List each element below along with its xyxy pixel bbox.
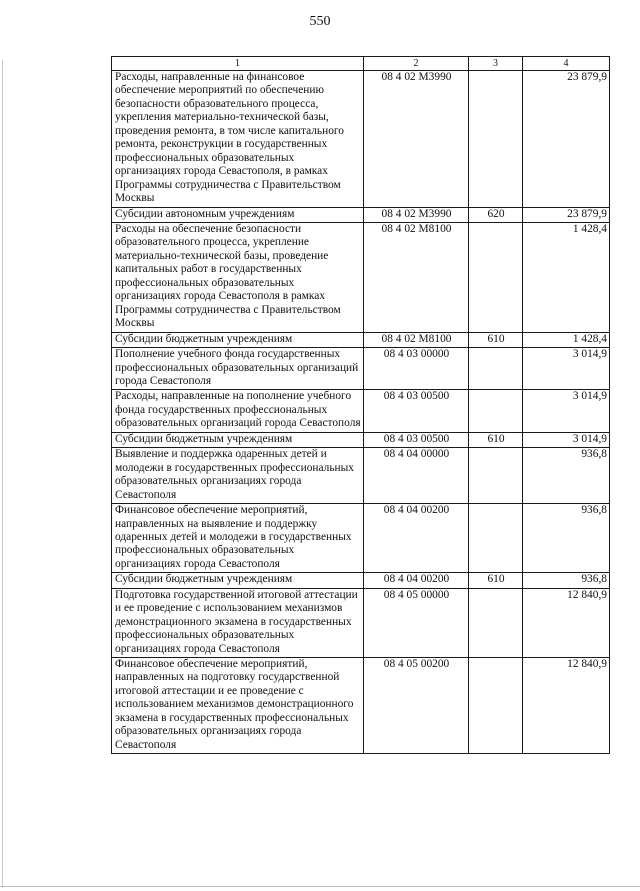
row-expense-type: [469, 71, 523, 208]
row-amount: 12 840,9: [523, 658, 610, 754]
row-name: Субсидии бюджетным учреждениям: [112, 432, 364, 447]
row-expense-type: [469, 448, 523, 504]
row-code: 08 4 02 М3990: [364, 71, 469, 208]
table-row: [112, 504, 610, 573]
table-row: [112, 222, 610, 332]
table-row: [112, 432, 610, 447]
row-name: Финансовое обеспечение мероприятий, направленных на выявление и поддержку одаренных детей и молодежи в государственных профессиональных образовательных организациях города Севастополя: [112, 504, 364, 573]
row-amount: 23 879,9: [523, 207, 610, 222]
row-code: 08 4 03 00000: [364, 348, 469, 390]
row-name: Расходы, направленные на финансовое обеспечение мероприятий по обеспечению безопасности образовательного процесса, укрепления материально-технической базы, проведения ремонта, в том числе капитального ремонта, реконструкции в государственных профессиональных образовательных организациях города Севастополя, в рамках Программы сотрудничества с Правительством Москвы: [112, 71, 364, 208]
table-row: [112, 573, 610, 588]
row-code: 08 4 05 00200: [364, 658, 469, 754]
row-expense-type: [469, 588, 523, 657]
scan-edge-left: [2, 60, 3, 888]
row-amount: 1 428,4: [523, 332, 610, 347]
row-name: Расходы, направленные на пополнение учебного фонда государственных профессиональных образовательных организаций города Севастополя: [112, 390, 364, 432]
row-amount: 12 840,9: [523, 588, 610, 657]
table-row: [112, 390, 610, 432]
header-row: [112, 57, 610, 71]
row-code: 08 4 04 00200: [364, 573, 469, 588]
row-expense-type: 620: [469, 207, 523, 222]
row-name: Выявление и поддержка одаренных детей и молодежи в государственных профессиональных образовательных организациях города Севастополя: [112, 448, 364, 504]
row-amount: 3 014,9: [523, 390, 610, 432]
row-amount: 23 879,9: [523, 71, 610, 208]
budget-table: [111, 56, 610, 754]
row-name: Пополнение учебного фонда государственных профессиональных образовательных организаций города Севастополя: [112, 348, 364, 390]
row-expense-type: [469, 222, 523, 332]
column-header-name: 1: [112, 57, 364, 71]
row-code: 08 4 03 00500: [364, 390, 469, 432]
table-row: [112, 348, 610, 390]
page-number: 550: [309, 14, 331, 29]
row-expense-type: 610: [469, 573, 523, 588]
column-header-expense-type: 3: [469, 57, 523, 71]
row-amount: 936,8: [523, 573, 610, 588]
table-row: [112, 448, 610, 504]
table-row: [112, 71, 610, 208]
row-expense-type: [469, 348, 523, 390]
row-code: 08 4 05 00000: [364, 588, 469, 657]
scan-edge-bottom: [0, 886, 640, 887]
row-name: Финансовое обеспечение мероприятий, направленных на подготовку государственной итоговой аттестации и ее проведение с использованием механизмов демонстрационного экзамена в государственных профессиональных образовательных организациях города Севастополя: [112, 658, 364, 754]
table-row: [112, 588, 610, 657]
table-row: [112, 658, 610, 754]
row-expense-type: [469, 658, 523, 754]
row-amount: 936,8: [523, 504, 610, 573]
row-name: Подготовка государственной итоговой аттестации и ее проведение с использованием механизмов демонстрационного экзамена в государственных профессиональных образовательных организациях города Севастополя: [112, 588, 364, 657]
row-amount: 936,8: [523, 448, 610, 504]
row-name: Расходы на обеспечение безопасности образовательного процесса, укрепление материально-технической базы, проведение капитальных работ в государственных профессиональных образовательных организациях города Севастополя в рамках Программы сотрудничества с Правительством Москвы: [112, 222, 364, 332]
row-expense-type: [469, 390, 523, 432]
row-name: Субсидии бюджетным учреждениям: [112, 332, 364, 347]
column-header-code: 2: [364, 57, 469, 71]
row-code: 08 4 04 00200: [364, 504, 469, 573]
row-expense-type: 610: [469, 432, 523, 447]
table-row: [112, 207, 610, 222]
row-name: Субсидии бюджетным учреждениям: [112, 573, 364, 588]
row-expense-type: [469, 504, 523, 573]
column-header-amount: 4: [523, 57, 610, 71]
row-code: 08 4 02 М8100: [364, 332, 469, 347]
table-row: [112, 332, 610, 347]
row-code: 08 4 03 00500: [364, 432, 469, 447]
row-code: 08 4 02 М3990: [364, 207, 469, 222]
row-code: 08 4 02 М8100: [364, 222, 469, 332]
row-name: Субсидии автономным учреждениям: [112, 207, 364, 222]
row-amount: 1 428,4: [523, 222, 610, 332]
row-expense-type: 610: [469, 332, 523, 347]
row-code: 08 4 04 00000: [364, 448, 469, 504]
row-amount: 3 014,9: [523, 348, 610, 390]
row-amount: 3 014,9: [523, 432, 610, 447]
